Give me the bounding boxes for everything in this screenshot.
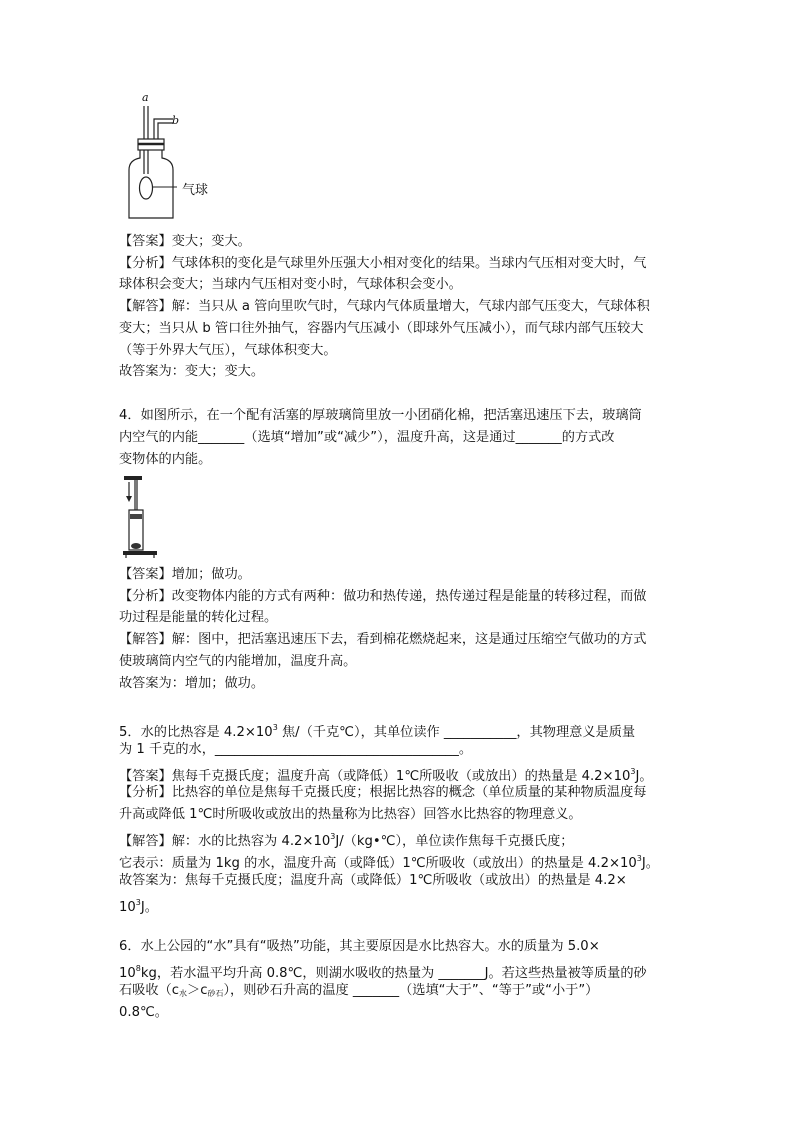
balloon-bottle-figure xyxy=(125,92,225,222)
q5-conclusion-line: 故答案为：焦每千克摄氏度；温度升高（或降低）1℃所吸收（或放出）的热量是 4.2× xyxy=(119,873,627,888)
q6-text: 10 xyxy=(119,966,136,981)
q3-answer: 【答案】变大；变大。 xyxy=(119,234,251,249)
q3-solution-line: 【解答】解：当只从 a 管向里吹气时，气球内气体质量增大，气球内部气压变大，气球体积 xyxy=(119,299,650,314)
superscript: 3 xyxy=(630,767,636,776)
label-a: a xyxy=(142,91,149,104)
q4-analysis-line: 功过程是能量的转化过程。 xyxy=(119,610,278,625)
q4-conclusion: 故答案为：增加；做功。 xyxy=(119,676,265,691)
q5-solution-text: 【解答】解：水的比热容为 4.2×10 xyxy=(119,834,331,849)
q6-text: 石吸收（c xyxy=(119,983,180,998)
q3-solution-line: （等于外界大气压），气球体积变大。 xyxy=(119,343,337,358)
q5-analysis-line: 升高或降低 1℃时所吸收或放出的热量称为比热容）回答水比热容的物理意义。 xyxy=(119,807,582,822)
piston-cylinder-figure xyxy=(121,474,161,560)
q6-text: ），则砂石升高的温度 _______（选填“大于”、“等于”或“小于”） xyxy=(223,983,599,998)
q4-analysis-line: 【分析】改变物体内能的方式有两种：做功和热传递，热传递过程是能量的转移过程，而做 xyxy=(119,589,647,604)
subscript: 砂石 xyxy=(207,989,224,998)
q5-answer-text: 【答案】焦每千克摄氏度；温度升高（或降低）1℃所吸收（或放出）的热量是 4.2×10 xyxy=(119,769,631,784)
q5-solution-text: 它表示：质量为 1kg 的水，温度升高（或降低）1℃所吸收（或放出）的热量是 4.2×10 xyxy=(119,856,637,871)
label-balloon: 气球 xyxy=(182,183,209,198)
q3-conclusion: 故答案为：变大；变大。 xyxy=(119,364,265,379)
q5-analysis-line: 【分析】比热容的单位是焦每千克摄氏度；根据比热容的概念（单位质量的某种物质温度每 xyxy=(119,785,647,800)
q4-stem-line: 4．如图所示，在一个配有活塞的厚玻璃筒里放一小团硝化棉，把活塞迅速压下去，玻璃筒 xyxy=(119,408,642,423)
piston-cylinder-diagram xyxy=(121,474,161,560)
label-b: b xyxy=(172,114,180,127)
q5-stem-line: 为 1 千克的水，_____________________________________。 xyxy=(119,742,473,757)
q4-solution-line: 使玻璃筒内空气的内能增加，温度升高。 xyxy=(119,654,357,669)
q4-solution-line: 【解答】解：图中，把活塞迅速压下去，看到棉花燃烧起来，这是通过压缩空气做功的方式 xyxy=(119,632,647,647)
q3-analysis-line: 球体积会变大；当球内气压相对变小时，气球体积会变小。 xyxy=(119,277,462,292)
q5-conclusion-text: J。 xyxy=(140,900,158,915)
q6-stem-line xyxy=(119,981,598,1004)
subscript: 水 xyxy=(179,989,188,998)
q5-answer-text: J。 xyxy=(635,769,653,784)
superscript: 3 xyxy=(135,898,141,907)
q5-stem-text: 5．水的比热容是 4.2×10 xyxy=(119,725,273,740)
q5-solution-text: J/（kg•℃），单位读作焦每千克摄氏度； xyxy=(335,834,574,849)
q3-analysis-line: 【分析】气球体积的变化是气球里外压强大小相对变化的结果。当球内气压相对变大时，气 xyxy=(119,256,647,271)
q3-solution-line: 变大；当只从 b 管口往外抽气，容器内气压减小（即球外气压减小），而气球内部气压较大 xyxy=(119,321,644,336)
q6-stem-line: 6．水上公园的“水”具有“吸热”功能，其主要原因是水比热容大。水的质量为 5.0× xyxy=(119,939,600,954)
superscript: 3 xyxy=(272,723,278,732)
superscript: 3 xyxy=(330,832,336,841)
superscript: 8 xyxy=(135,964,141,973)
q6-stem-line: 0.8℃。 xyxy=(119,1005,168,1020)
q5-solution-text: J。 xyxy=(641,856,659,871)
q4-stem-line: 变物体的内能。 xyxy=(119,452,212,467)
q6-text: ＞c xyxy=(187,983,208,998)
q4-answer: 【答案】增加；做功。 xyxy=(119,567,251,582)
q5-stem-text: 焦/（千克℃），其单位读作 ___________，其物理意义是质量 xyxy=(277,725,636,740)
q5-conclusion-text: 10 xyxy=(119,900,136,915)
superscript: 3 xyxy=(636,854,642,863)
balloon-bottle-diagram xyxy=(125,92,225,222)
q6-text: kg，若水温平均升高 0.8℃，则湖水吸收的热量为 _______J。若这些热量被等质量的砂 xyxy=(140,966,647,981)
q5-conclusion-line xyxy=(119,893,158,918)
q4-stem-line: 内空气的内能_______（选填“增加”或“减少”），温度升高，这是通过_______的方式改 xyxy=(119,430,615,445)
